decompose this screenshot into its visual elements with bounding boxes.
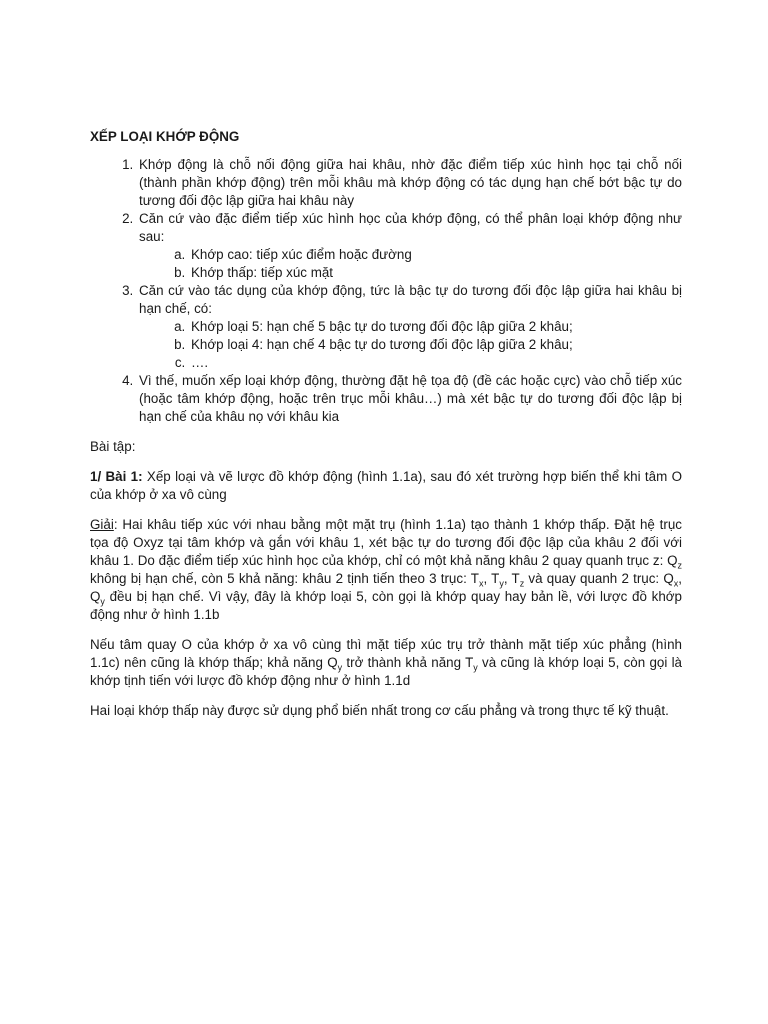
list-item-text: Vì thế, muốn xếp loại khớp động, thường đặt hệ tọa độ (đề các hoặc cực) vào chỗ tiếp xúc (hoặc tâm khớp động, hoặc trên trục mỗi khâu…) mà xét bậc tự do tương đối độc lập bị hạn chế của khâu nọ với khâu kia <box>139 373 682 424</box>
paragraph-text: Nếu tâm quay O của khớp ở xa vô cùng thì mặt tiếp xúc trụ trở thành mặt tiếp xúc phẳng (hình 1.1c) nên cũng là khớp thấp; khả năng Q <box>90 637 682 670</box>
classification-list <box>90 156 682 426</box>
exercise-1 <box>90 468 682 504</box>
solution-paragraph <box>90 516 682 624</box>
subscript: y <box>499 578 504 589</box>
list-item-text: Khớp động là chỗ nối động giữa hai khâu, nhờ đặc điểm tiếp xúc hình học tại chỗ nối (thành phần khớp động) trên mỗi khâu mà khớp động có tác dụng hạn chế bớt bậc tự do tương đối độc lập giữa hai khâu này <box>139 157 682 208</box>
list-item-text: Căn cứ vào đặc điểm tiếp xúc hình học của khớp động, có thể phân loại khớp động như sau: <box>139 211 682 244</box>
subscript: z <box>519 578 525 589</box>
sub-list-item: b. Khớp thấp: tiếp xúc mặt <box>189 264 682 282</box>
sub-list-item: a. Khớp cao: tiếp xúc điểm hoặc đường <box>189 246 682 264</box>
paragraph-text: trở thành khả năng T <box>342 655 474 670</box>
sub-list <box>139 246 682 282</box>
closing-paragraph: Hai loại khớp thấp này được sử dụng phổ biến nhất trong cơ cấu phẳng và trong thực tế kỹ thuật. <box>90 703 669 718</box>
list-item <box>137 372 682 426</box>
document-page <box>90 128 682 720</box>
subscript: y <box>473 662 478 673</box>
exercise-1-text: Xếp loại và vẽ lược đồ khớp động (hình 1.1a), sau đó xét trường hợp biến thể khi tâm O của khớp ở xa vô cùng <box>90 469 682 502</box>
solution-text: : Hai khâu tiếp xúc với nhau bằng một mặt trụ (hình 1.1a) tạo thành 1 khớp thấp. Đặt hệ trục tọa độ Oxyz tại tâm khớp và gắn với khâu 1, xét bậc tự do tương đối độc lập của khâu 2 đối với khâu 1. Do đặc điểm tiếp xúc hình học của khớp, chỉ có một khả năng khâu 2 quay quanh trục z: Q <box>90 517 682 568</box>
subscript: x <box>478 578 484 589</box>
sub-list-item: b. Khớp loại 4: hạn chế 4 bậc tự do tương đối độc lập giữa 2 khâu; <box>189 336 682 354</box>
subscript: x <box>673 578 679 589</box>
solution-text: đều bị hạn chế. Vì vậy, đây là khớp loại 5, còn gọi là khớp quay hay bản lề, với lược đồ khớp động như ở hình 1.1b <box>90 589 682 622</box>
list-item-text: Căn cứ vào tác dụng của khớp động, tức là bậc tự do tương đối độc lập giữa hai khâu bị hạn chế, có: <box>139 283 682 316</box>
solution-text: không bị hạn chế, còn 5 khả năng: khâu 2 tịnh tiến theo 3 trục: T <box>90 571 479 586</box>
solution-text: , T <box>483 571 500 586</box>
solution-label: Giải <box>90 517 114 532</box>
sub-list-item: c. …. <box>189 354 682 372</box>
subscript: y <box>100 596 105 607</box>
subscript: y <box>337 662 343 673</box>
variant-paragraph <box>90 636 682 690</box>
sub-list-item: a. Khớp loại 5: hạn chế 5 bậc tự do tương đối độc lập giữa 2 khâu; <box>189 318 682 336</box>
paragraph-text: và cũng là khớp loại 5, còn gọi là khớp tịnh tiến với lược đồ khớp động như ở hình 1.1d <box>90 655 682 688</box>
solution-text: và quay quanh 2 trục: Q <box>524 571 674 586</box>
exercise-1-label: 1/ Bài 1: <box>90 469 143 484</box>
solution-text: , Q <box>90 571 682 604</box>
solution-text: , T <box>503 571 520 586</box>
list-item <box>137 282 682 372</box>
exercises-heading: Bài tập: <box>90 439 136 454</box>
subscript: z <box>677 560 682 571</box>
list-item <box>137 156 682 210</box>
list-item <box>137 210 682 282</box>
sub-list <box>139 318 682 372</box>
document-title: XẾP LOẠI KHỚP ĐỘNG <box>90 129 240 144</box>
